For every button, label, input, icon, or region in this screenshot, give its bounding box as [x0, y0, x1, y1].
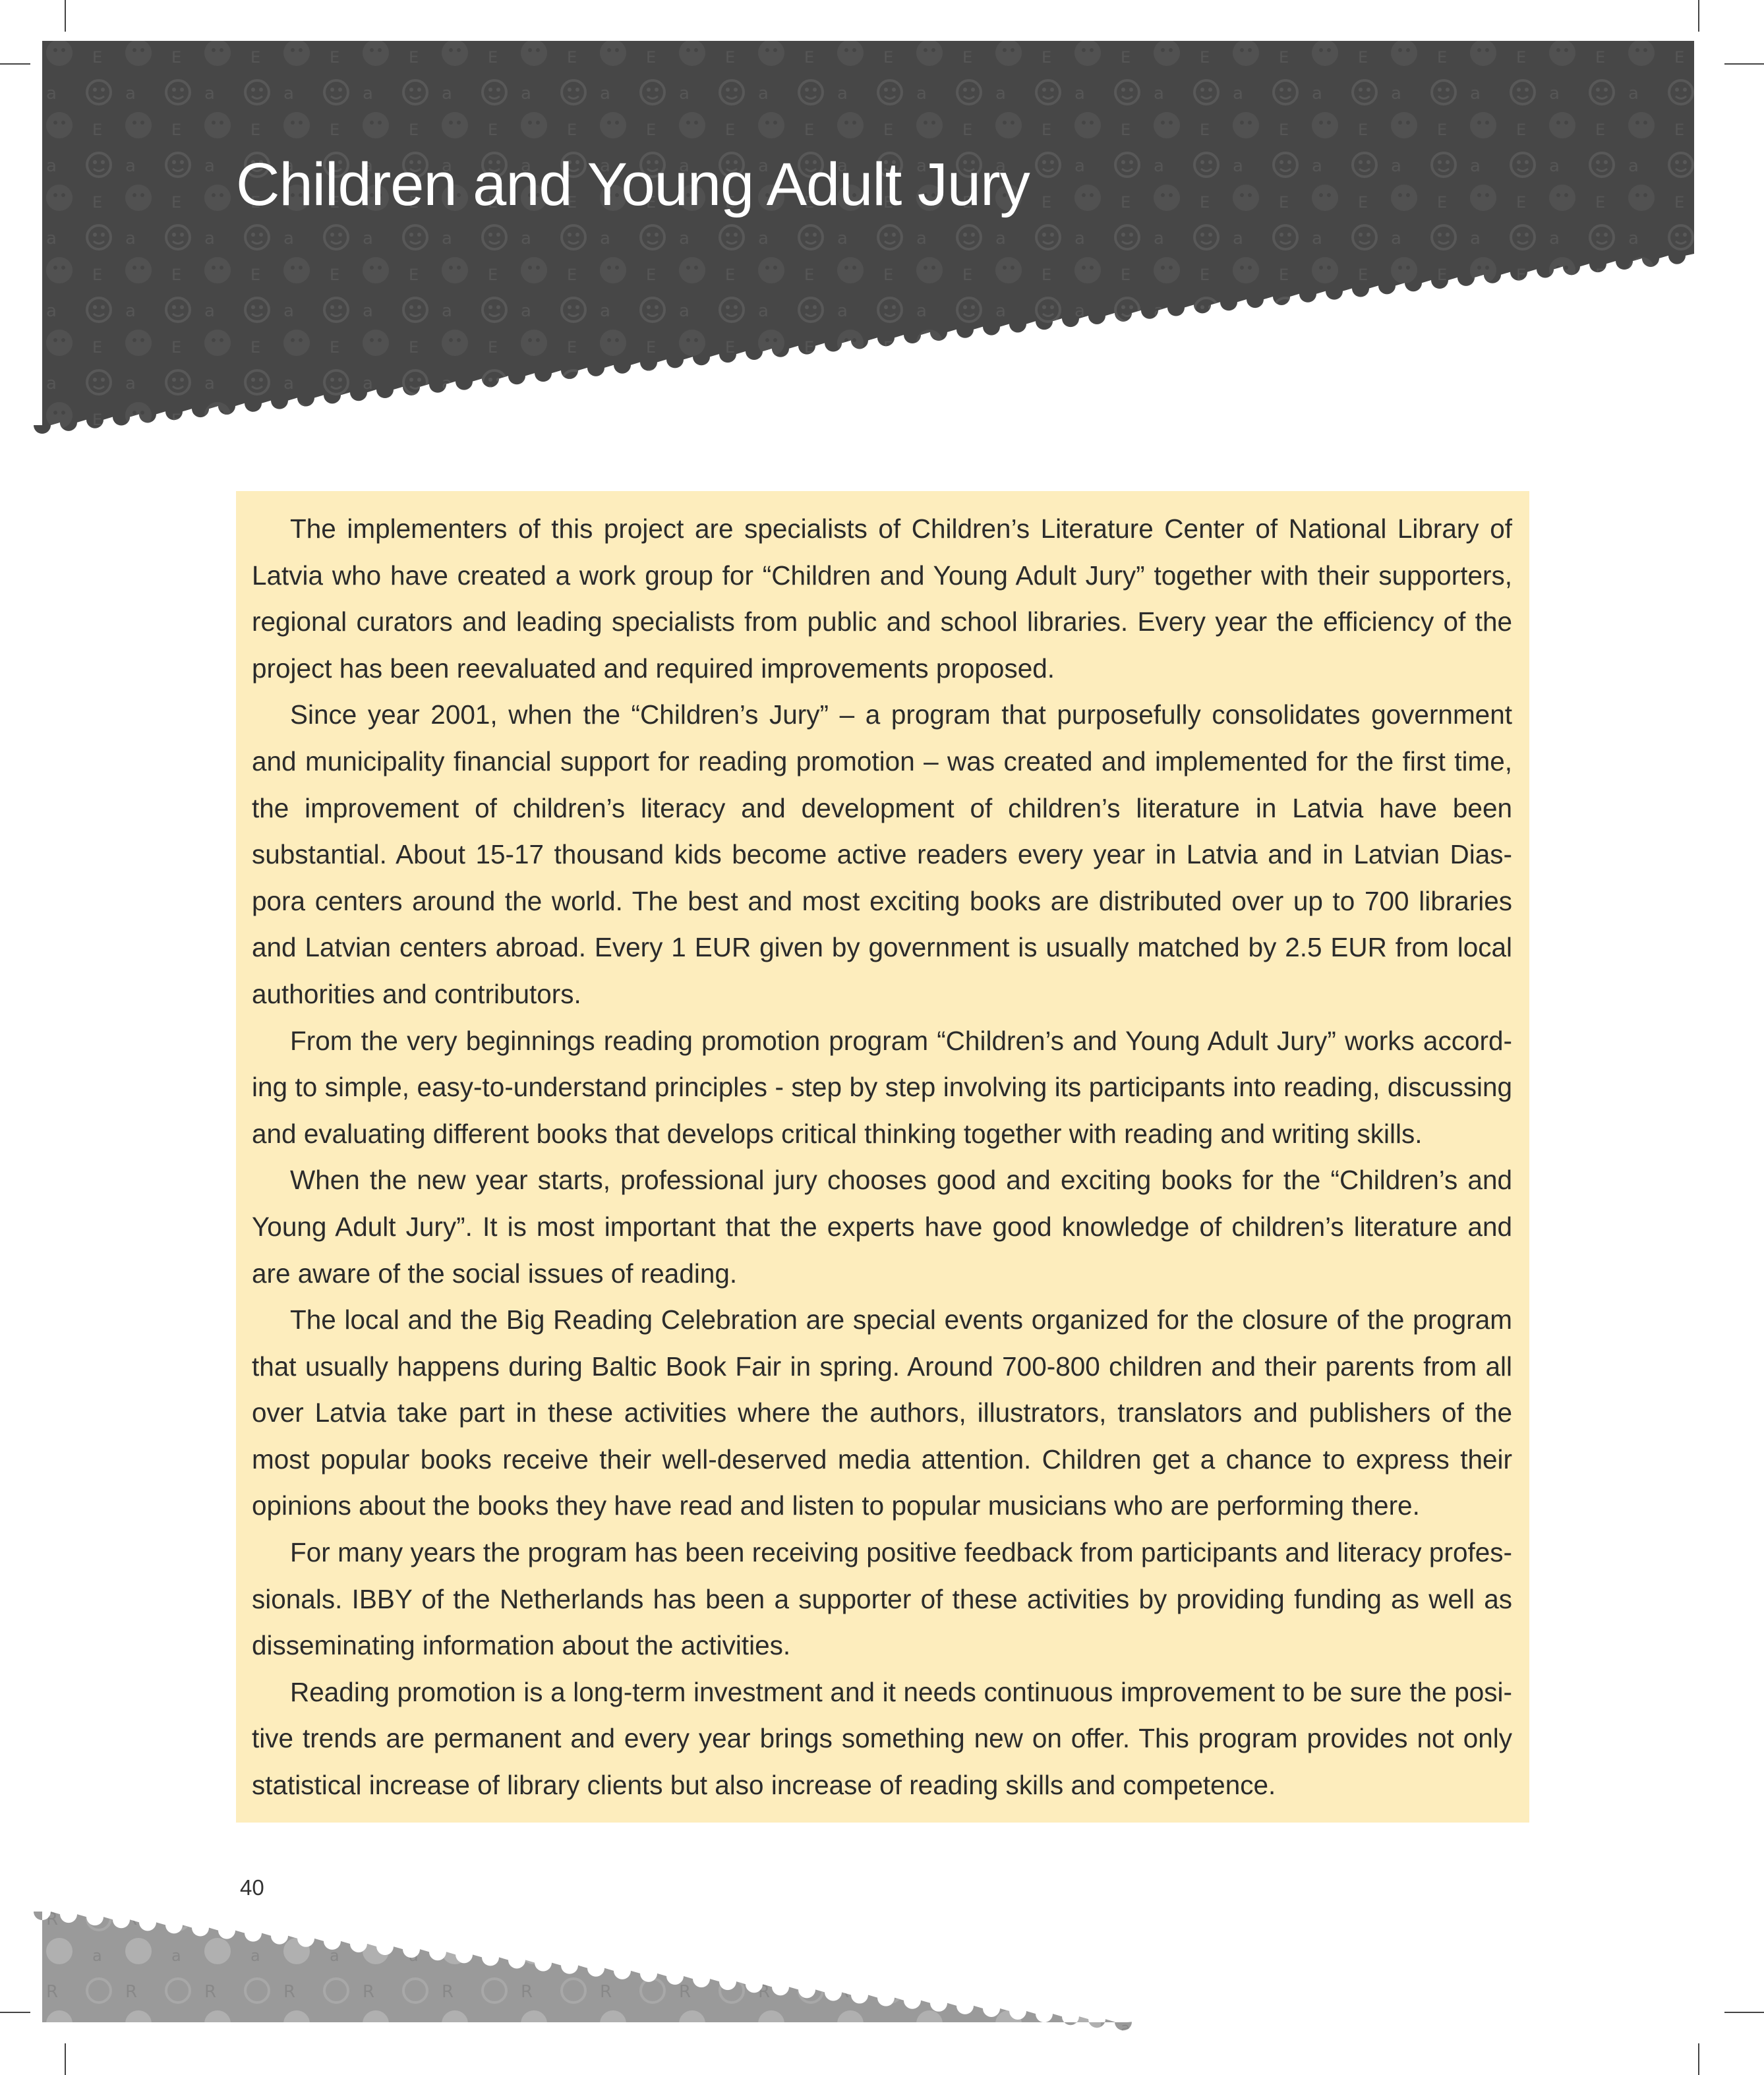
footer-texture — [34, 1912, 1132, 2030]
banner-texture — [34, 41, 1694, 434]
paragraph: Reading promotion is a long-term investment and it needs continuous improvement to be sure the positive trends are permanent and every year brings something new on offer. This program provides not only statistical increase of library clients but also increase of reading skills and competence. — [252, 1676, 1512, 1801]
paragraph: For many years the program has been receiving positive feedback from participants and literacy professionals. IBBY of the Netherlands has been a supporter of these activities by providing funding as well as disseminating information about the activities. — [252, 1537, 1512, 1661]
paragraph: The local and the Big Reading Celebration are special events organized for the closure of the program that usually happens during Baltic Book Fair in spring. Around 700-800 children and their parents from all over Latvia take part in these activities where the authors, illustrators, translators and publishers of the most popular books receive their well-deserved media attention. Children get a chance to express their opinions about the books they have read and listen to popular musicians who are performing there. — [252, 1304, 1512, 1521]
footer-strip — [0, 1898, 1764, 2075]
paragraph: The implementers of this project are specialists of Children’s Literature Center of National Library of Latvia who have created a work group for “Children and Young Adult Jury” together with their supporters, regional curators and leading specialists from public and school libraries. Every year the efficiency of the project has been reevaluated and required improvements proposed. — [252, 513, 1512, 684]
page-title: Children and Young Adult Jury — [236, 151, 1030, 218]
paragraph: When the new year starts, professional jury chooses good and exciting books for the “Children’s and Young Adult Jury”. It is most important that the experts have good knowledge of children’s literature and are aware of the social issues of reading. — [252, 1165, 1512, 1289]
header-banner — [0, 0, 1764, 461]
paragraph: From the very beginnings reading promotion program “Children’s and Young Adult Jury” works according to simple, easy-to-understand principles - step by step involving its participants into reading, discussing and evaluating different books that develops critical thinking together with reading and writing skills. — [252, 1025, 1512, 1149]
article-body — [236, 491, 1529, 1823]
paragraph: Since year 2001, when the “Children’s Jury” – a program that purposefully consolidates government and municipality financial support for reading promotion – was created and implemented for the first time, the improvement of children’s literacy and development of children’s literature in Latvia have been substantial. About 15-17 thousand kids become active readers every year in Latvia and in Latvian Diaspora centers around the world. The best and most exciting books are distributed over up to 700 libraries and Latvian centers abroad. Every 1 EUR given by government is usually matched by 2.5 EUR from local authorities and contributors. — [252, 699, 1512, 1009]
page-number: 40 — [240, 1875, 264, 1900]
